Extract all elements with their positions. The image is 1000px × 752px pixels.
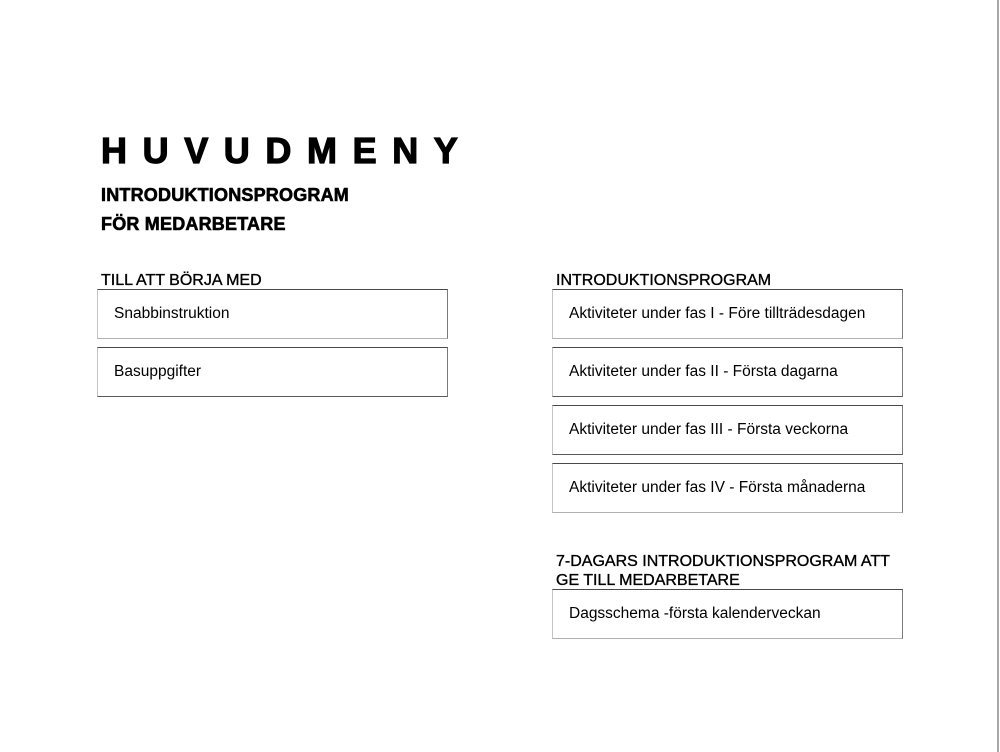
menu-item-fas-4[interactable]	[552, 463, 903, 513]
page-edge-rule	[997, 0, 999, 752]
menu-item-label: Aktiviteter under fas IV - Första månaderna	[569, 479, 866, 496]
menu-item-fas-3[interactable]	[552, 405, 903, 455]
page-subtitle-line1: INTRODUKTIONSPROGRAM	[101, 185, 349, 205]
seven-day-heading-line1: 7-DAGARS INTRODUKTIONSPROGRAM ATT	[556, 553, 890, 570]
menu-item-fas-2[interactable]	[552, 347, 903, 397]
getting-started-heading: TILL ATT BÖRJA MED	[101, 272, 262, 289]
page-subtitle-line2: FÖR MEDARBETARE	[101, 214, 286, 234]
menu-item-label: Aktiviteter under fas II - Första dagarna	[569, 363, 838, 380]
menu-item-dagsschema[interactable]	[552, 589, 903, 639]
page-title: HUVUDMENY	[101, 130, 474, 171]
menu-item-snabbinstruktion[interactable]	[97, 289, 448, 339]
intro-program-heading: INTRODUKTIONSPROGRAM	[556, 272, 772, 289]
menu-item-label: Aktiviteter under fas III - Första veckorna	[569, 421, 849, 438]
menu-item-label: Dagsschema -första kalenderveckan	[569, 605, 821, 622]
menu-item-label: Aktiviteter under fas I - Före tillträdesdagen	[569, 305, 866, 322]
seven-day-heading-line2: GE TILL MEDARBETARE	[556, 572, 740, 589]
menu-item-label: Snabbinstruktion	[114, 305, 230, 322]
menu-item-fas-1[interactable]	[552, 289, 903, 339]
menu-item-label: Basuppgifter	[114, 363, 202, 380]
menu-item-basuppgifter[interactable]	[97, 347, 448, 397]
